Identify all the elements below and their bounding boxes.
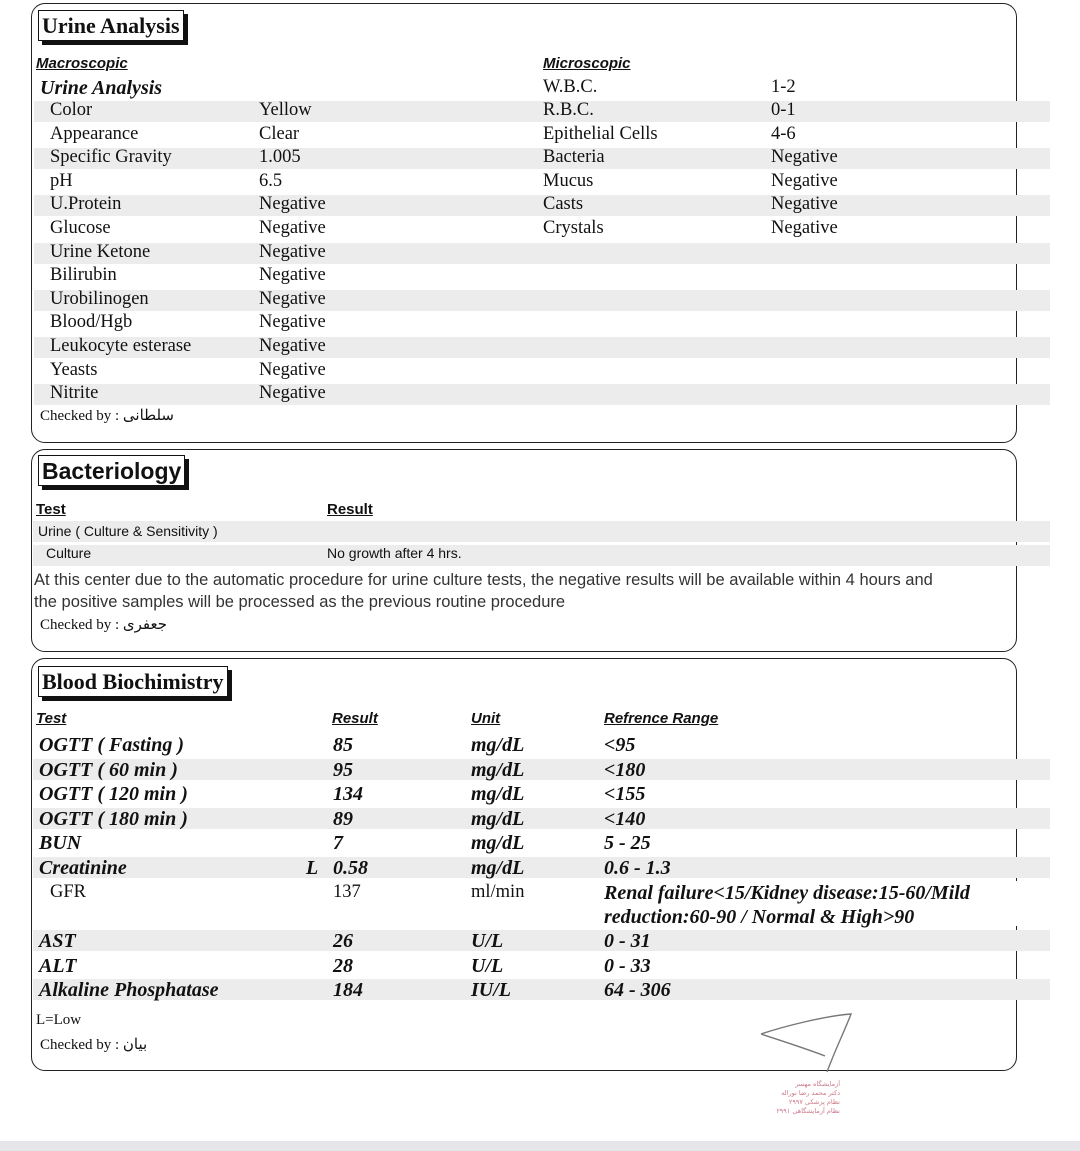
macro-test-value: Negative: [259, 336, 326, 356]
urine-row-band: [34, 101, 1050, 122]
biochem-row-band: [33, 759, 1050, 780]
biochem-result: 184: [333, 979, 363, 1001]
macroscopic-header: Macroscopic: [36, 55, 128, 72]
micro-test-name: Casts: [543, 194, 584, 215]
macro-test-name: Blood/Hgb: [50, 312, 133, 333]
biochem-result: 28: [333, 954, 353, 977]
macro-test-value: 1.005: [259, 147, 301, 168]
bacteriology-result-header: Result: [327, 501, 373, 518]
macro-test-name: Bilirubin: [50, 265, 117, 286]
macro-test-value: Negative: [259, 218, 326, 238]
biochem-range: 0.6 - 1.3: [604, 856, 671, 879]
culture-test-result: No growth after 4 hrs.: [327, 545, 462, 561]
micro-test-value: Negative: [771, 218, 838, 238]
macro-test-value: Negative: [259, 194, 326, 215]
urine-row-band: [34, 148, 1050, 169]
urine-analysis-section: [31, 3, 1017, 443]
bacteriology-checked-by: Checked by : جعفری: [40, 617, 168, 633]
biochem-row-band: [33, 857, 1050, 878]
macro-test-value: Negative: [259, 383, 326, 404]
biochem-range: 0 - 33: [604, 954, 651, 977]
urine-row-band: [34, 290, 1050, 311]
biochem-test-name: OGTT ( Fasting ): [39, 734, 184, 756]
biochem-unit: mg/dL: [471, 807, 525, 830]
biochem-range: <180: [604, 758, 646, 781]
biochem-range-header: Refrence Range: [604, 710, 719, 727]
bacteriology-group-label: Urine ( Culture & Sensitivity ): [38, 523, 218, 539]
biochem-test-name: Creatinine: [39, 856, 127, 879]
micro-test-name: Bacteria: [543, 147, 605, 168]
urine-analysis-title: Urine Analysis: [38, 10, 184, 41]
biochem-unit: U/L: [471, 930, 504, 952]
macro-test-name: pH: [50, 170, 73, 191]
macro-test-name: Color: [50, 100, 93, 120]
micro-test-value: 1-2: [771, 77, 796, 97]
biochem-unit-header: Unit: [471, 710, 501, 727]
biochem-unit: mg/dL: [471, 783, 525, 805]
micro-test-value: Negative: [771, 170, 838, 191]
macro-test-value: Negative: [259, 312, 326, 333]
biochem-test-name: OGTT ( 60 min ): [39, 758, 178, 781]
micro-test-value: Negative: [771, 147, 838, 168]
biochem-range: 64 - 306: [604, 979, 671, 1001]
bacteriology-band: [33, 545, 1050, 566]
micro-test-value: 0-1: [771, 100, 796, 120]
macro-test-value: 6.5: [259, 170, 283, 191]
micro-test-name: Crystals: [543, 218, 604, 238]
macro-test-name: Nitrite: [50, 383, 99, 404]
micro-test-name: Mucus: [543, 170, 594, 191]
biochem-test-name: OGTT ( 180 min ): [39, 807, 188, 830]
biochem-test-header: Test: [36, 710, 67, 727]
bacteriology-note-line1: At this center due to the automatic procedure for urine culture tests, the negative results will be available within 4 hours and: [34, 571, 933, 589]
macro-test-name: Glucose: [50, 218, 111, 238]
biochem-row-band: [33, 930, 1050, 951]
biochem-result-header: Result: [332, 710, 378, 727]
biochem-range: <140: [604, 807, 646, 830]
macro-test-value: Negative: [259, 265, 326, 286]
biochem-test-name: AST: [39, 930, 76, 952]
macro-test-value: Clear: [259, 123, 300, 144]
gfr-range-line2: reduction:60-90 / Normal & High>90: [604, 906, 915, 928]
urine-row-band: [34, 243, 1050, 264]
micro-test-name: W.B.C.: [543, 77, 598, 97]
urine-row-band: [34, 384, 1050, 405]
biochem-result: 85: [333, 734, 353, 756]
macro-test-value: Yellow: [259, 100, 312, 120]
page-bottom-bar: [0, 1141, 1080, 1151]
macro-test-value: Negative: [259, 288, 326, 309]
biochem-result: 95: [333, 758, 353, 781]
macro-test-name: Leukocyte esterase: [50, 336, 192, 356]
biochem-unit: mg/dL: [471, 734, 525, 756]
biochem-result: 0.58: [333, 856, 368, 879]
culture-test-name: Culture: [46, 545, 92, 561]
micro-test-value: Negative: [771, 194, 838, 215]
gfr-test: GFR: [50, 882, 86, 902]
macro-test-name: Appearance: [50, 123, 139, 144]
macro-test-name: Specific Gravity: [50, 147, 172, 168]
micro-test-name: R.B.C.: [543, 100, 594, 120]
biochem-unit: mg/dL: [471, 832, 525, 854]
signature-mark: [755, 1010, 865, 1080]
biochem-range: <95: [604, 734, 636, 756]
biochem-test-name: BUN: [39, 832, 82, 854]
biochem-range: 5 - 25: [604, 832, 651, 854]
biochem-test-name: OGTT ( 120 min ): [39, 783, 188, 805]
macro-test-name: Yeasts: [50, 359, 98, 380]
biochem-range: 0 - 31: [604, 930, 651, 952]
bacteriology-note-line2: the positive samples will be processed as the previous routine procedure: [34, 593, 566, 611]
macro-test-value: Negative: [259, 359, 326, 380]
biochem-result: 26: [333, 930, 353, 952]
macro-test-value: Negative: [259, 241, 326, 262]
biochem-result: 89: [333, 807, 353, 830]
gfr-range-line1: Renal failure<15/Kidney disease:15-60/Mild: [604, 882, 970, 904]
biochem-legend: L=Low: [36, 1012, 82, 1028]
biochem-checked-by: Checked by : بیان: [40, 1037, 148, 1053]
biochem-test-name: Alkaline Phosphatase: [39, 979, 219, 1001]
lab-stamp: آزمایشگاه مهسر دکتر محمد رضا نوراله نظام پزشکی ۲۹۹۷ نظام آزمایشگاهی ۲۹۹۱: [776, 1080, 840, 1115]
microscopic-header: Microscopic: [543, 55, 631, 72]
urine-analysis-subtitle: Urine Analysis: [40, 77, 163, 99]
biochem-test-name: ALT: [39, 954, 77, 977]
biochem-unit: U/L: [471, 954, 504, 977]
biochem-range: <155: [604, 783, 646, 805]
micro-test-value: 4-6: [771, 123, 796, 144]
biochem-unit: IU/L: [471, 979, 511, 1001]
gfr-unit: ml/min: [471, 882, 525, 902]
micro-test-name: Epithelial Cells: [543, 123, 658, 144]
blood-biochimistry-title: Blood Biochimistry: [38, 666, 228, 697]
biochem-unit: mg/dL: [471, 758, 525, 781]
urine-row-band: [34, 195, 1050, 216]
biochem-result: 7: [333, 832, 343, 854]
urine-checked-by: Checked by : سلطانی: [40, 408, 174, 424]
macro-test-name: Urobilinogen: [50, 288, 149, 309]
biochem-result: 134: [333, 783, 363, 805]
bacteriology-test-header: Test: [36, 501, 66, 518]
biochem-unit: mg/dL: [471, 856, 525, 879]
macro-test-name: Urine Ketone: [50, 241, 151, 262]
macro-test-name: U.Protein: [50, 194, 122, 215]
biochem-flag: L: [306, 856, 319, 879]
gfr-result: 137: [333, 882, 361, 902]
bacteriology-title: Bacteriology: [38, 455, 185, 486]
